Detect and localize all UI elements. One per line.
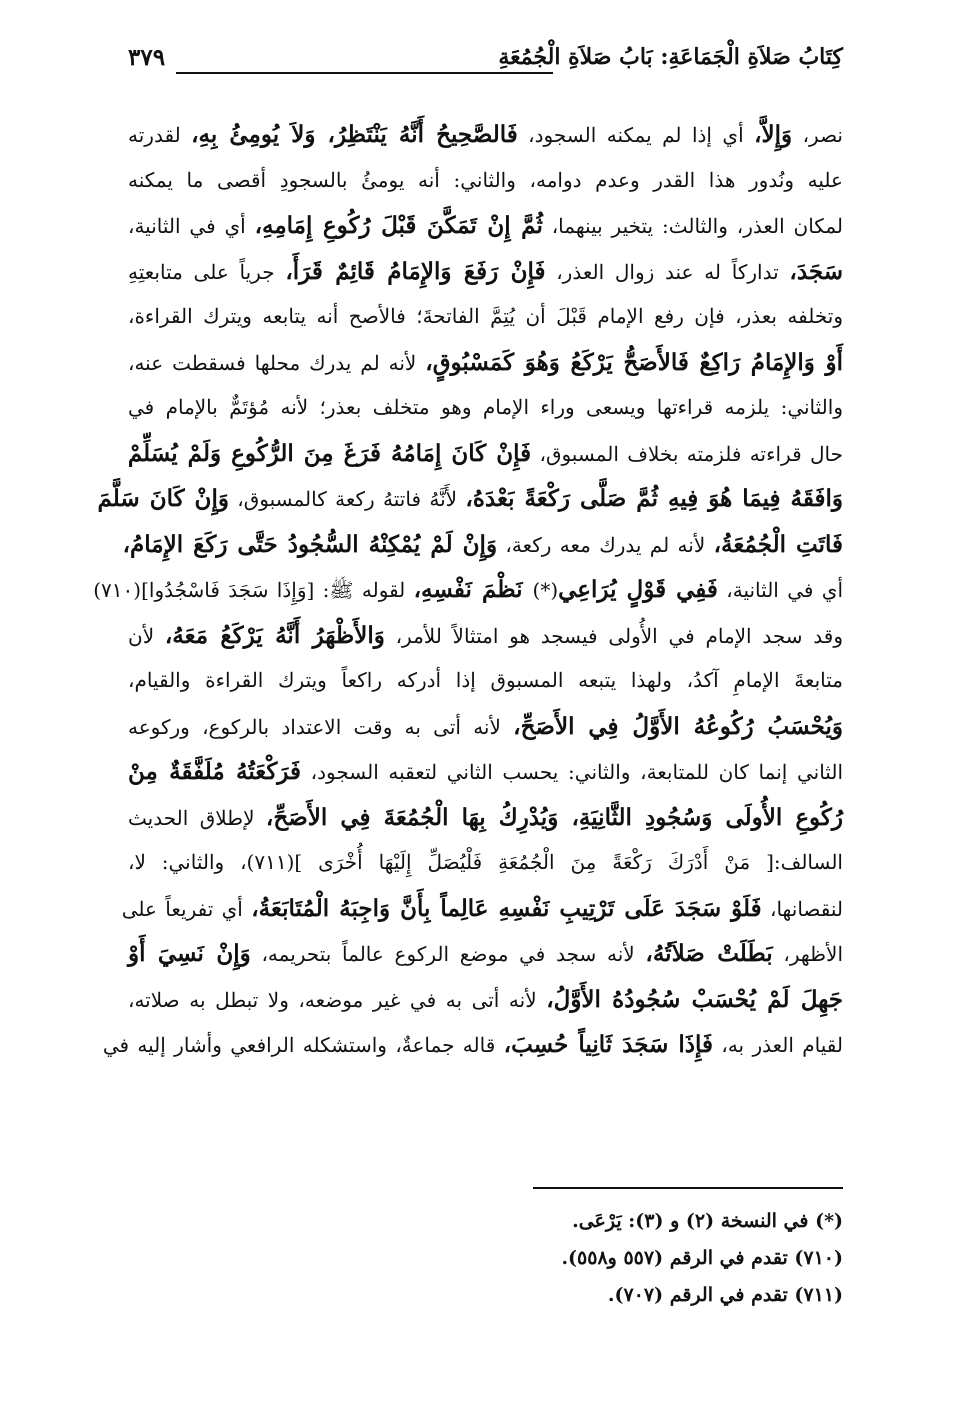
text-line <box>128 385 843 431</box>
body-text <box>93 112 844 1068</box>
matn-text: ثُمَّ إِنْ تَمَكَّنَ قَبْلَ رُكُوعِ إِمَامِهِ، <box>254 212 543 239</box>
commentary-text: وتخلفه بعذر، فإن رفع الإمام قَبْلَ أن يُتِمَّ الفاتحةَ؛ فالأصح أنه يتابعه ويترك القراءة، <box>128 304 843 328</box>
commentary-text: أي إذا لم يمكنه السجود، <box>517 123 755 147</box>
text-line <box>128 340 843 386</box>
matn-text: فَرَكْعَتُهُ مُلَفَّقَةٌ مِنْ <box>128 758 301 785</box>
matn-text: وَالأَظْهَرُ أَنَّهُ يَرْكَعُ مَعَهُ، <box>164 621 385 649</box>
matn-text: وَإِلاَّ، <box>754 121 793 148</box>
running-title: كِتَابُ صَلاَةِ الْجَمَاعَةِ: بَابُ صَلاَةِ الْجُمُعَةِ <box>498 44 843 70</box>
running-header <box>128 40 843 80</box>
text-line <box>128 704 843 750</box>
text-line <box>121 886 843 932</box>
footnote: (٧١٠) تقدم في الرقم (٥٥٧ و٥٥٨). <box>561 1247 843 1269</box>
matn-text: فَالصَّحِيحُ أَنَّهُ يَنْتَظِرُ، وَلاَ يُومِئُ بِهِ، <box>191 121 518 148</box>
commentary-text: (*) <box>532 578 559 602</box>
commentary-text: لأنه سجد في موضع الركوع عالماً بتحريمه، <box>250 942 646 966</box>
commentary-text: تداركاً له عند زوال العذر، <box>545 259 790 284</box>
commentary-text: عليه ونُدور هذا القدر وعدم دوامه، والثاني: أنه يومئُ بالسجودِ أقصى ما يمكنه <box>128 167 843 192</box>
commentary-text: لمكان العذر، والثالث: يتخير بينهما، <box>542 214 844 238</box>
text-line <box>128 203 843 249</box>
commentary-text: جرياً على متابعتِهِ <box>128 259 286 284</box>
matn-text: وَإِنْ لَمْ يُمْكِنْهُ السُّجُودُ حَتَّى رَكَعَ الإِمَامُ، <box>122 530 498 558</box>
commentary-text: أي في الثانية، <box>717 578 843 602</box>
matn-text: بَطَلَتْ صَلاَتُهُ، <box>645 940 773 967</box>
commentary-text: لقوله ﷺ: [وَإِذَا سَجَدَ فَاسْجُدُوا](٧١٠) <box>93 578 414 602</box>
matn-text: أَوْ وَالإِمَامُ رَاكِعٌ فَالأَصَحُّ يَرْكَعُ وَهُوَ كَمَسْبُوقٍ، <box>425 348 843 376</box>
matn-text: فَلَوْ سَجَدَ عَلَى تَرْتِيبِ نَفْسِهِ عَالِماً بِأَنَّ وَاجِبَهُ الْمُتَابَعَةُ، <box>251 894 762 922</box>
commentary-text: لقيام العذر به، <box>713 1033 843 1057</box>
commentary-text: أي في الثانية، <box>128 214 255 238</box>
text-line <box>128 977 843 1023</box>
matn-text: وَإِنْ نَسِيَ أَوْ <box>128 940 251 967</box>
text-line <box>128 249 843 295</box>
text-line <box>128 294 843 340</box>
text-line <box>128 112 843 158</box>
commentary-text: لأَنَّهُ فاتتهُ ركعة كالمسبوق، <box>228 487 466 511</box>
footnotes <box>243 1203 843 1314</box>
footnote-rule <box>533 1187 843 1189</box>
matn-text: فَإِنْ رَفَعَ وَالإِمَامُ قَائِمٌ قَرَأَ، <box>285 257 546 285</box>
commentary-text: السالف:[ مَنْ أَدْرَكَ رَكْعَةً مِنَ الْجُمُعَةِ فَلْيُصَلِّ إِلَيْهَا أُخْرَى ](٧١١)، والثاني: لا، <box>128 850 843 874</box>
commentary-text: لأنه لم يدرك معه ركعة، <box>497 532 714 557</box>
matn-text: وَإِنْ كَانَ سَلَّمَ <box>97 485 229 512</box>
footnote: (٧١١) تقدم في الرقم (٧٠٧). <box>607 1284 843 1306</box>
commentary-text: أي تفريعاً على <box>121 896 252 921</box>
matn-text: فَفِي قَوْلٍ يُرَاعِي <box>558 576 718 603</box>
commentary-text: وقد سجد الإمام في الأُولى فيسجد هو امتثالاً للأمر، <box>384 623 843 648</box>
header-rule <box>176 72 553 74</box>
commentary-text: لأنه لم يدرك محلها فسقطت عنه، <box>128 350 426 375</box>
matn-text: وَيُحْسَبُ رُكُوعُهُ الأَوَّلُ فِي الأَصَحِّ، <box>513 712 844 740</box>
commentary-text: لأنه أتى به في غير موضعه، ولا تبطل به صلاته، <box>128 987 547 1012</box>
matn-text: فَإِذَا سَجَدَ ثَانِياً حُسِبَ، <box>503 1031 713 1058</box>
text-line <box>97 476 843 522</box>
text-line <box>128 749 843 795</box>
commentary-text: لأن <box>128 623 165 648</box>
matn-text: نَظْمَ نَفْسِهِ، <box>413 576 533 603</box>
text-line <box>128 840 843 886</box>
text-line <box>128 431 843 477</box>
matn-text: سَجَدَ، <box>789 257 844 285</box>
text-line <box>128 613 843 659</box>
commentary-text: الأظهر، <box>772 942 844 966</box>
text-line <box>128 658 843 704</box>
commentary-text: نصر، <box>792 123 843 147</box>
matn-text: فَاتَتِ الْجُمُعَةُ، <box>713 530 843 558</box>
text-line <box>128 795 843 841</box>
matn-text: رُكُوعِ الأُولَى وَسُجُودِ الثَّانِيَةِ، وَيُدْرِكُ بِهَا الْجُمُعَةَ فِي الأَصَحِّ، <box>265 803 843 831</box>
matn-text: وَافَقَهُ فِيمَا هُوَ فِيهِ ثُمَّ صَلَّى رَكْعَةً بَعْدَهُ، <box>465 485 843 512</box>
text-line <box>128 158 843 204</box>
commentary-text: الثاني إنما كان للمتابعة، والثاني: يحسب الثاني لتعقبه السجود، <box>301 760 843 784</box>
text-line <box>122 522 843 568</box>
commentary-text: لأنه أتى به وقت الاعتداد بالركوع، وركوعه <box>128 714 514 739</box>
commentary-text: لنقصانها، <box>761 896 843 921</box>
text-line <box>93 567 843 613</box>
matn-text: جَهِلَ لَمْ يُحْسَبْ سُجُودُهُ الأَوَّلُ، <box>546 985 843 1013</box>
commentary-text: متابعةَ الإمامِ آكدُ، ولهذا يتبعه المسبوق إذا أدركه راكعاً ويترك القراءة والقيام، <box>128 668 843 692</box>
commentary-text: لقدرته <box>128 123 192 147</box>
commentary-text: لإطلاق الحديث <box>128 805 266 830</box>
footnote: (*) في النسخة (٢) و (٣): يَرْعَى. <box>572 1210 843 1232</box>
commentary-text: حال قراءته فلزمته بخلاف المسبوق، <box>531 441 843 466</box>
text-line <box>128 931 843 977</box>
commentary-text: قاله جماعةٌ، واستشكله الرافعي وأشار إليه في <box>102 1033 504 1057</box>
commentary-text: والثاني: يلزمه قراءتها ويسعى وراء الإمام وهو متخلف بعذر؛ لأنه مُؤتَمٌّ بالإمام في <box>128 395 843 419</box>
text-line <box>102 1022 843 1068</box>
page-number: ٣٧٩ <box>128 44 166 71</box>
matn-text: فَإِنْ كَانَ إِمَامُهُ فَرَغَ مِنَ الرُّكُوعِ وَلَمْ يُسَلِّمْ <box>127 439 532 467</box>
